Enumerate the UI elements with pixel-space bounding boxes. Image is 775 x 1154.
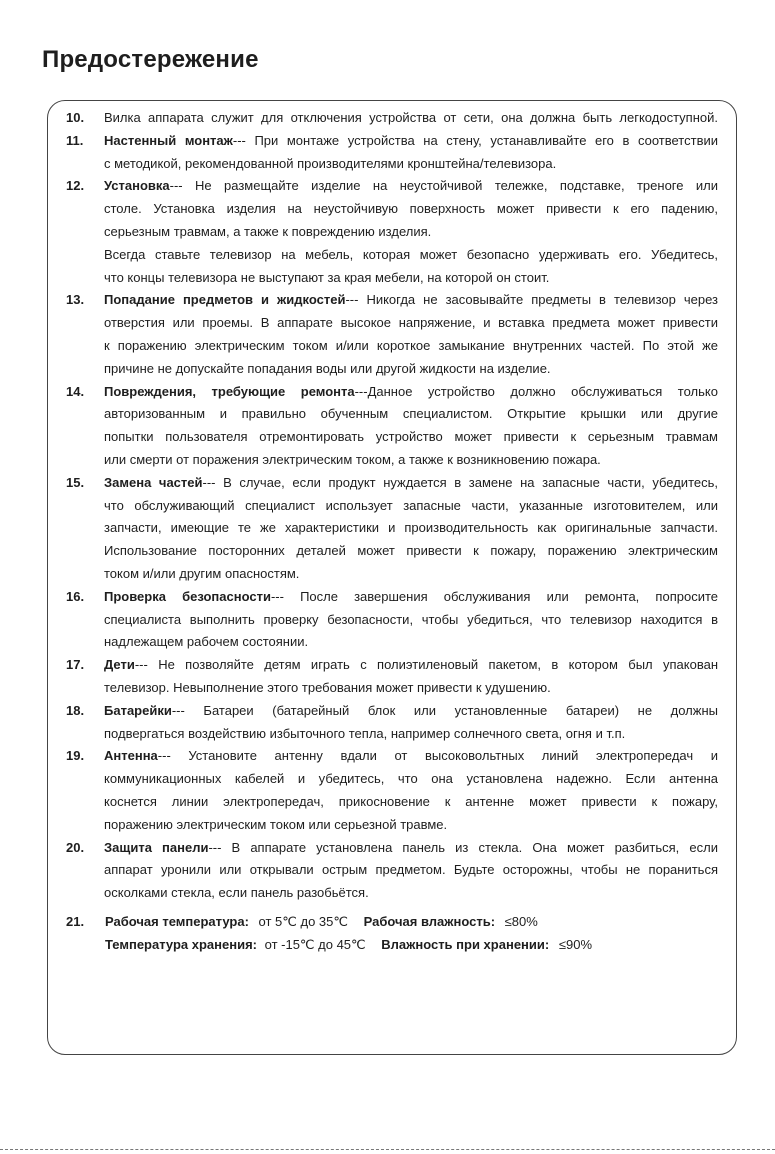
- list-item: [66, 654, 718, 700]
- list-item: [66, 130, 718, 176]
- item-line: [104, 335, 718, 358]
- item-text: поражению электрическим током или серьезной травме.: [104, 816, 448, 832]
- item-line: [104, 586, 718, 609]
- item-text: подвергаться воздействию избыточного тепла, например солнечного света, огня и т.п.: [104, 725, 626, 741]
- item-line: [104, 654, 718, 677]
- item-line: [104, 153, 718, 176]
- item-line: [104, 107, 718, 130]
- list-item: [66, 289, 718, 380]
- item-text: Всегда ставьте телевизор на мебель, которая может безопасно удерживать его. Убедитесь,: [104, 246, 718, 262]
- item-text: столе. Установка изделия на неустойчивую поверхность может привести к его падению,: [104, 201, 718, 217]
- item-text: ---Данное устройство должно обслуживаться только: [354, 383, 718, 399]
- list-item-21: [66, 911, 718, 957]
- item-text: аппарат уронили или открывали острым предметом. Будьте осторожны, чтобы не пораниться: [104, 862, 718, 878]
- item-number: 15.: [66, 474, 85, 490]
- item-text: --- В аппарате установлена панель из стекла. Она может разбиться, если: [208, 839, 718, 855]
- item-line: [104, 381, 718, 404]
- item-text: Использование посторонних деталей может привести к пожару, поражению электрическим: [104, 543, 718, 559]
- operating-humidity-label: Рабочая влажность:: [363, 914, 496, 929]
- item-line: [104, 700, 718, 723]
- item-text: к поражению электрическим током и/или короткое замыкание внутренних частей. По этой же: [104, 337, 718, 353]
- item-line: [104, 358, 718, 381]
- item-text: запчасти, имеющие те же характеристики и производительность как оригинальные запчасти.: [104, 520, 718, 536]
- storage-humidity-label: Влажность при хранении:: [381, 936, 550, 952]
- item-body: [104, 654, 718, 700]
- item-text: причине не допускайте попадания воды или другой жидкости на изделие.: [104, 360, 551, 376]
- item-line: [104, 814, 718, 837]
- item-line: [104, 768, 718, 791]
- item-number: 21.: [66, 914, 85, 929]
- item-number: 11.: [66, 132, 84, 148]
- item-body: [104, 381, 718, 472]
- item-line: [104, 540, 718, 563]
- item-text: --- Не размещайте изделие на неустойчивой тележке, подставке, треноге или: [169, 178, 718, 194]
- item-text: коснется линии электропередач, прикосновение к антенне может привести к пожару,: [104, 793, 718, 809]
- item-heading: Дети: [104, 657, 135, 673]
- list-item: [66, 107, 718, 130]
- storage-humidity-value: ≤90%: [558, 936, 592, 952]
- item-line: [104, 175, 718, 198]
- item-number: 10.: [66, 110, 85, 125]
- item-text: --- Батареи (батарейный блок или установленные батареи) не должны: [171, 702, 718, 718]
- item-number: 17.: [66, 657, 85, 673]
- item-line: [104, 837, 718, 860]
- item-body: [104, 130, 718, 176]
- item-text: что концы телевизора не выступают за края мебели, на которой он стоит.: [104, 269, 550, 285]
- item-line: [104, 267, 718, 290]
- storage-conditions-row: [105, 934, 718, 957]
- item-heading: Настенный монтаж: [104, 132, 233, 148]
- item-line: [104, 221, 718, 244]
- item-number: 19.: [66, 748, 85, 764]
- item-text: специалиста выполнить проверку безопасности, чтобы убедиться, что телевизор находится в: [104, 611, 718, 627]
- page-cut-line: [0, 1149, 775, 1150]
- item-text: надлежащем рабочем состоянии.: [104, 634, 309, 650]
- item-heading: Антенна: [104, 748, 158, 764]
- item-text: серьезным травмам, а также к повреждению изделия.: [104, 223, 432, 239]
- item-text: --- При монтаже устройства на стену, устанавливайте его в соответствии: [232, 132, 718, 148]
- item-number: 20.: [66, 839, 85, 855]
- item-text: или смерти от поражения электрическим током, а также к возникновению пожара.: [104, 451, 601, 467]
- item-line: [104, 745, 718, 768]
- item-number: 18.: [66, 702, 85, 718]
- item-text: коммуникационных кабелей и убедитесь, что она установлена надежно. Если антенна: [104, 771, 718, 787]
- item-line: [104, 312, 718, 335]
- list-item: [66, 586, 718, 654]
- item-line: [104, 677, 718, 700]
- item-number: 13.: [66, 292, 85, 308]
- item-heading: Защита панели: [104, 839, 209, 855]
- item-text: током и/или другим опасностям.: [104, 565, 300, 581]
- item-heading: Повреждения, требующие ремонта: [104, 383, 355, 399]
- item-line: [104, 198, 718, 221]
- item-text: что обслуживающий специалист использует запасные части, указанные изготовителем, или: [104, 497, 718, 513]
- item-body: [104, 700, 718, 746]
- item-text: с методикой, рекомендованной производителями кронштейна/телевизора.: [104, 155, 557, 171]
- operating-conditions-row: [105, 911, 718, 934]
- item-line: [104, 289, 718, 312]
- item-number: 14.: [66, 383, 85, 399]
- item-line: [104, 723, 718, 746]
- item-line: [104, 426, 718, 449]
- item-text: осколками стекла, если панель разобьётся.: [104, 885, 369, 901]
- item-line: [104, 517, 718, 540]
- operating-temp-value: от 5℃ до 35℃: [258, 914, 348, 929]
- item-body: [104, 745, 718, 836]
- item-text: --- После завершения обслуживания или ремонта, попросите: [270, 588, 718, 604]
- item-body: [104, 586, 718, 654]
- item-line: [104, 631, 718, 654]
- item-line: [104, 472, 718, 495]
- list-item: [66, 381, 718, 472]
- item-heading: Проверка безопасности: [104, 588, 271, 604]
- item-text: --- Не позволяйте детям играть с полиэтиленовый пакетом, в котором был упакован: [134, 657, 718, 673]
- item-text: телевизор. Невыполнение этого требования может привести к удушению.: [104, 679, 551, 695]
- list-item: [66, 700, 718, 746]
- item-text: --- Установите антенну вдали от высоковольтных линий электропередач и: [157, 748, 718, 764]
- item-text: Вилка аппарата служит для отключения устройства от сети, она должна быть легкодоступной.: [104, 110, 718, 125]
- item-line: [104, 130, 718, 153]
- item-number: 12.: [66, 178, 85, 194]
- item-line: [104, 244, 718, 267]
- item-line: [104, 791, 718, 814]
- item-line: [104, 882, 718, 905]
- list-item: [66, 745, 718, 836]
- item-body: [104, 175, 718, 289]
- item-body: [104, 837, 718, 905]
- operating-humidity-value: ≤80%: [504, 914, 538, 929]
- item-body: [104, 289, 718, 380]
- list-item: [66, 837, 718, 905]
- item-line: [104, 859, 718, 882]
- item-line: [104, 495, 718, 518]
- page-title: Предостережение: [42, 46, 259, 73]
- item-text: попытки пользователя отремонтировать устройство может привести к серьезным травмам: [104, 429, 718, 445]
- item-text: --- В случае, если продукт нуждается в замене на запасные части, убедитесь,: [202, 474, 718, 490]
- item-number: 16.: [66, 588, 85, 604]
- item-heading: Попадание предметов и жидкостей: [104, 292, 346, 308]
- item-line: [104, 563, 718, 586]
- item-body: [104, 107, 718, 130]
- storage-temp-value: от -15℃ до 45℃: [264, 936, 366, 952]
- item-heading: Замена частей: [104, 474, 203, 490]
- item-heading: Батарейки: [104, 702, 172, 718]
- storage-temp-label: Температура хранения:: [105, 936, 257, 952]
- item-text: --- Никогда не засовывайте предметы в телевизор через: [345, 292, 718, 308]
- list-item: [66, 472, 718, 586]
- item-line: [104, 609, 718, 632]
- item-line: [104, 403, 718, 426]
- item-text: отверстия или проемы. В аппарате высокое напряжение, и вставка предмета может привести: [104, 315, 718, 331]
- item-line: [104, 449, 718, 472]
- operating-temp-label: Рабочая температура:: [105, 914, 249, 929]
- item-text: авторизованным и правильно обученным специалистом. Открытие крышки или другие: [104, 406, 718, 422]
- list-item: [66, 175, 718, 289]
- item-heading: Установка: [104, 178, 170, 194]
- item-body: [104, 472, 718, 586]
